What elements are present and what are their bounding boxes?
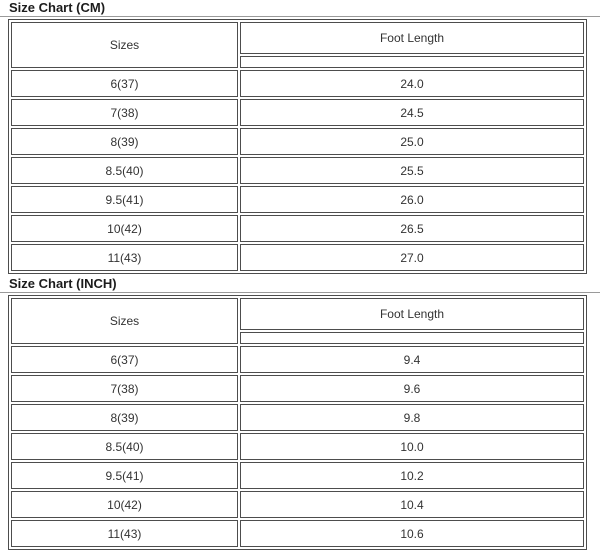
size-chart-inch-title: Size Chart (INCH) — [0, 276, 600, 293]
size-chart-cm-title: Size Chart (CM) — [0, 0, 600, 17]
size-cell: 9.5(41) — [11, 462, 238, 489]
foot-length-cell: 24.5 — [240, 99, 584, 126]
foot-length-cell: 26.0 — [240, 186, 584, 213]
foot-length-cell: 26.5 — [240, 215, 584, 242]
table-row — [11, 491, 584, 518]
table-row — [11, 462, 584, 489]
foot-length-cell: 9.4 — [240, 346, 584, 373]
size-cell: 7(38) — [11, 99, 238, 126]
size-cell: 11(43) — [11, 244, 238, 271]
header-row — [11, 298, 584, 330]
header-empty-cell — [240, 332, 584, 344]
table-row — [11, 433, 584, 460]
size-cell: 7(38) — [11, 375, 238, 402]
table-row — [11, 346, 584, 373]
foot-length-cell: 27.0 — [240, 244, 584, 271]
size-cell: 8.5(40) — [11, 433, 238, 460]
header-row — [11, 22, 584, 54]
size-chart-inch-body — [11, 346, 584, 547]
table-row — [11, 520, 584, 547]
size-cell: 8.5(40) — [11, 157, 238, 184]
foot-length-cell: 10.6 — [240, 520, 584, 547]
sizes-column-header: Sizes — [11, 22, 238, 68]
table-row — [11, 404, 584, 431]
table-row — [11, 70, 584, 97]
table-row — [11, 244, 584, 271]
size-cell: 8(39) — [11, 404, 238, 431]
size-cell: 6(37) — [11, 346, 238, 373]
table-row — [11, 215, 584, 242]
sizes-column-header: Sizes — [11, 298, 238, 344]
size-chart-inch-header — [11, 298, 584, 344]
foot-length-column-header: Foot Length — [240, 298, 584, 330]
foot-length-cell: 9.8 — [240, 404, 584, 431]
header-empty-cell — [240, 56, 584, 68]
table-row — [11, 186, 584, 213]
foot-length-cell: 10.2 — [240, 462, 584, 489]
size-cell: 9.5(41) — [11, 186, 238, 213]
size-cell: 6(37) — [11, 70, 238, 97]
size-cell: 8(39) — [11, 128, 238, 155]
table-row — [11, 99, 584, 126]
size-cell: 10(42) — [11, 215, 238, 242]
table-row — [11, 157, 584, 184]
size-chart-inch-section — [0, 276, 600, 550]
foot-length-cell: 25.5 — [240, 157, 584, 184]
table-row — [11, 128, 584, 155]
size-chart-cm-section — [0, 0, 600, 274]
foot-length-cell: 25.0 — [240, 128, 584, 155]
size-cell: 11(43) — [11, 520, 238, 547]
foot-length-cell: 10.0 — [240, 433, 584, 460]
foot-length-column-header: Foot Length — [240, 22, 584, 54]
foot-length-cell: 9.6 — [240, 375, 584, 402]
size-chart-cm-header — [11, 22, 584, 68]
foot-length-cell: 10.4 — [240, 491, 584, 518]
size-chart-cm-body — [11, 70, 584, 271]
table-row — [11, 375, 584, 402]
size-chart-cm-table — [8, 19, 587, 274]
foot-length-cell: 24.0 — [240, 70, 584, 97]
size-chart-inch-table — [8, 295, 587, 550]
size-cell: 10(42) — [11, 491, 238, 518]
